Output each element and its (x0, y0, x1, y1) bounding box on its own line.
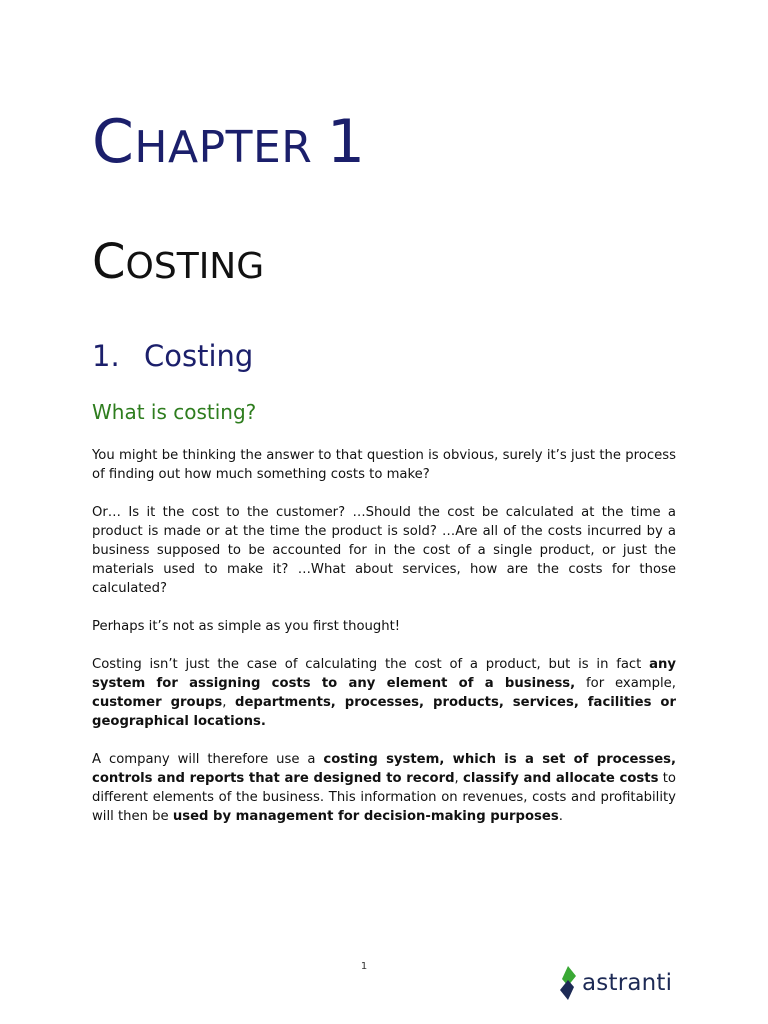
p5-bold-2: classify and allocate costs (463, 771, 659, 786)
chapter-title (92, 107, 366, 177)
paragraph-5 (92, 750, 676, 826)
astranti-logo (558, 966, 672, 1000)
p4-bold-2: customer groups (92, 695, 223, 710)
p5-text-3: to different elements of the business. This information on revenues, costs and profitability will then be (92, 771, 676, 824)
heading-costing (92, 339, 254, 373)
section-title-rest: OSTING (125, 246, 265, 287)
p4-bold-1: any system for assigning costs to any element of a business, (92, 657, 676, 691)
chapter-number: 1 (326, 107, 366, 177)
p4-bold-3: departments, processes, products, services, facilities or geographical locations. (92, 695, 676, 729)
paragraph-2: Or… Is it the cost to the customer? …Should the cost be calculated at the time a product is made or at the time the product is sold? …Are all of the costs incurred by a business supposed to be accounted for in the cost of a single product, or just the materials used to make it? …What about services, how are the costs for those calculated? (92, 505, 676, 596)
p4-text-2: for example, (575, 676, 676, 691)
heading-number: 1. (92, 339, 120, 373)
p5-bold-3: used by management for decision-making purposes (172, 809, 559, 824)
section-title (92, 234, 265, 290)
subheading-what-is-costing: What is costing? (92, 400, 257, 424)
p5-text-1: A company will therefore use a (92, 752, 324, 767)
p4-text-3: , (222, 695, 236, 710)
p4-text-1: Costing isn’t just the case of calculating the cost of a product, but is in fact (92, 657, 650, 672)
p5-text-4: . (558, 809, 563, 824)
heading-text: Costing (144, 339, 254, 373)
paragraph-1: You might be thinking the answer to that question is obvious, surely it’s just the process of finding out how much something costs to make? (92, 448, 676, 482)
chapter-title-rest: HAPTER (134, 122, 313, 173)
chapter-title-cap: C (92, 107, 135, 177)
page-number: 1 (360, 961, 368, 972)
p5-text-2: , (454, 771, 463, 786)
p5-bold-1: costing system, which is a set of processes, controls and reports that are designed to record (92, 752, 677, 786)
paragraph-4 (92, 655, 676, 731)
logo-text: astranti (582, 970, 673, 996)
paragraph-3: Perhaps it’s not as simple as you first thought! (92, 619, 401, 634)
body-text (92, 446, 676, 845)
section-title-cap: C (92, 234, 126, 290)
astranti-diamond-icon (558, 966, 578, 1000)
